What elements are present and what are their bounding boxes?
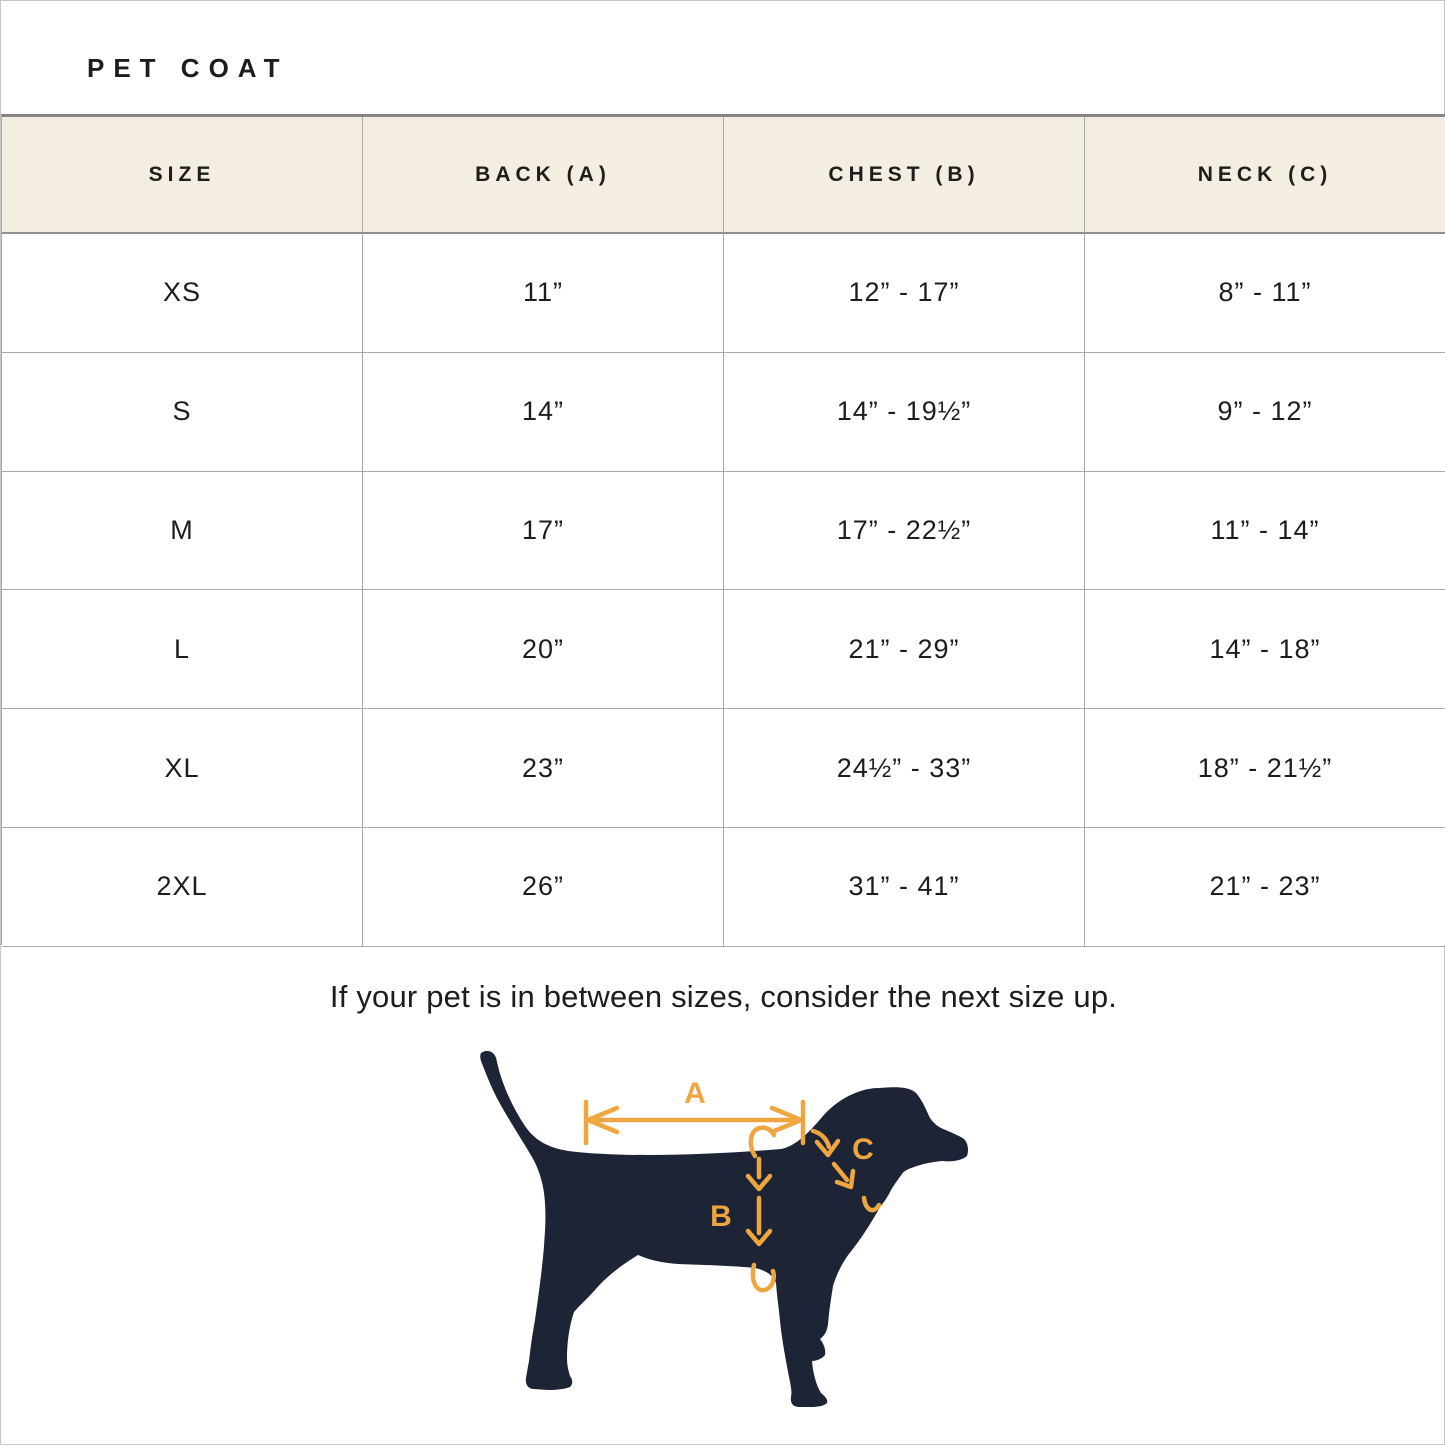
neck-cell: 14” - 18” bbox=[1085, 590, 1445, 709]
neck-cell: 18” - 21½” bbox=[1085, 709, 1445, 828]
chest-cell: 21” - 29” bbox=[724, 590, 1085, 709]
column-header-back: BACK (A) bbox=[363, 117, 724, 234]
back-cell: 26” bbox=[363, 828, 724, 947]
size-cell: L bbox=[2, 590, 363, 709]
chest-cell: 14” - 19½” bbox=[724, 353, 1085, 472]
neck-measure-label: C bbox=[852, 1133, 874, 1166]
measurement-diagram bbox=[441, 1031, 1021, 1446]
size-cell: XS bbox=[2, 234, 363, 353]
chest-cell: 12” - 17” bbox=[724, 234, 1085, 353]
column-header-neck: NECK (C) bbox=[1085, 117, 1445, 234]
back-cell: 23” bbox=[363, 709, 724, 828]
back-cell: 14” bbox=[363, 353, 724, 472]
back-cell: 17” bbox=[363, 472, 724, 591]
neck-cell: 11” - 14” bbox=[1085, 472, 1445, 591]
chest-cell: 31” - 41” bbox=[724, 828, 1085, 947]
back-measure-label: A bbox=[684, 1077, 706, 1110]
back-cell: 11” bbox=[363, 234, 724, 353]
neck-cell: 21” - 23” bbox=[1085, 828, 1445, 947]
chest-measure-label: B bbox=[710, 1200, 732, 1233]
size-cell: M bbox=[2, 472, 363, 591]
page-title: PET COAT bbox=[87, 53, 289, 83]
column-header-size: SIZE bbox=[2, 117, 363, 234]
chest-cell: 24½” - 33” bbox=[724, 709, 1085, 828]
chest-cell: 17” - 22½” bbox=[724, 472, 1085, 591]
sizing-note: If your pet is in between sizes, consider the next size up. bbox=[329, 979, 1118, 1014]
back-cell: 20” bbox=[363, 590, 724, 709]
size-table bbox=[1, 114, 1445, 945]
neck-cell: 9” - 12” bbox=[1085, 353, 1445, 472]
size-cell: 2XL bbox=[2, 828, 363, 947]
column-header-chest: CHEST (B) bbox=[724, 117, 1085, 234]
size-cell: XL bbox=[2, 709, 363, 828]
size-cell: S bbox=[2, 353, 363, 472]
neck-cell: 8” - 11” bbox=[1085, 234, 1445, 353]
